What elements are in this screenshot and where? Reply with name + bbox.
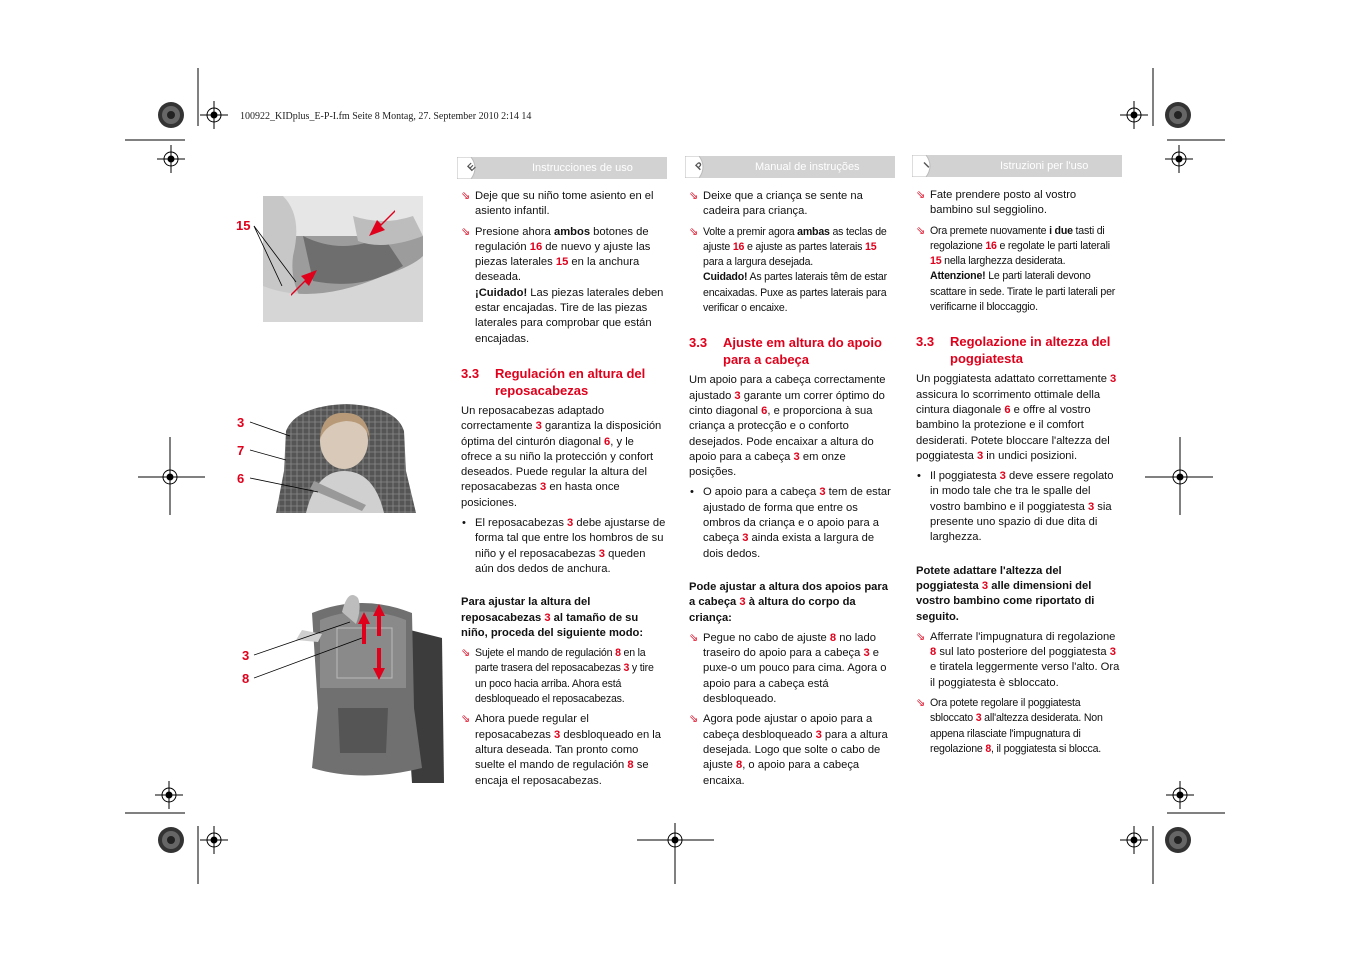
lang-bar-pt bbox=[689, 156, 895, 178]
step-item: ⇘ Ora potete regolare il poggiatesta sbloccato 3 all'altezza desiderata. Non appena rilasciate l'impugnatura di regolazione 8, il poggiatesta si blocca. bbox=[916, 697, 1103, 755]
column-italian bbox=[916, 188, 1122, 757]
step-item: ⇘ Pegue no cabo de ajuste 8 no lado traseiro do apoio para a cabeça 3 e puxe-o um pouco para cima. Agora o apoio para a cabeça está desbloqueado. bbox=[689, 631, 887, 706]
figure-label-8: 8 bbox=[242, 671, 250, 686]
figure-leader-lines-1 bbox=[252, 220, 312, 286]
figure-leader-lines-2 bbox=[248, 418, 328, 498]
arrow-icon: ⇘ bbox=[461, 190, 471, 202]
bullet-icon: • bbox=[462, 517, 466, 530]
column-spanish bbox=[461, 189, 667, 789]
figure-leader-lines-3 bbox=[252, 620, 372, 700]
arrow-icon: ⇘ bbox=[461, 647, 471, 660]
lang-code: E bbox=[465, 161, 479, 174]
arrow-icon: ⇘ bbox=[689, 713, 699, 726]
procedure-intro: Para ajustar la altura del reposacabezas 3 al tamaño de su niño, proceda del siguiente modo: bbox=[461, 596, 644, 639]
figure-label-3: 3 bbox=[237, 415, 245, 430]
instruction-item: ⇘ Volte a premir agora ambas as teclas de ajuste 16 e ajuste as partes laterais 15 para a largura desejada. bbox=[689, 225, 887, 269]
section-heading: 3.3 Regulación en altura del reposacabezas bbox=[461, 365, 646, 398]
section-intro: Un poggiatesta adattato correttamente 3 assicura lo scorrimento ottimale della cintura diagonale 6 e offre al vostro bambino la protezione e il comfort desiderati. Potete bloccare l'altezza del poggiatesta 3 in undici posizioni. bbox=[916, 373, 1117, 462]
step-item: ⇘ Agora pode ajustar o apoio para a cabeça desbloqueado 3 para a altura desejada. Logo que solte o cabo de ajuste 8, o apoio para a cabeça encaixa. bbox=[689, 713, 888, 787]
lang-bar-it bbox=[916, 155, 1122, 177]
bullet-icon: • bbox=[917, 470, 921, 483]
arrow-icon: ⇘ bbox=[689, 225, 699, 238]
file-header-line: 100922_KIDplus_E-P-I.fm Seite 8 Montag, 27. September 2010 2:14 14 bbox=[240, 111, 532, 122]
step-item: ⇘ Sujete el mando de regulación 8 en la parte trasera del reposacabezas 3 y tire un poco hacia arriba. Ahora está desbloqueado el reposacabezas. bbox=[461, 647, 654, 706]
arrow-icon: ⇘ bbox=[916, 189, 926, 201]
arrow-icon: ⇘ bbox=[916, 224, 926, 237]
bullet-item: • El reposacabezas 3 debe ajustarse de forma tal que entre los hombros de su niño y el reposacabezas 3 queden aún dos dedos de anchura. bbox=[462, 517, 666, 575]
arrow-icon: ⇘ bbox=[461, 225, 471, 238]
bullet-item: • Il poggiatesta 3 deve essere regolato in modo tale che tra le spalle del vostro bambino e il poggiatesta 3 sia presente uno spazio di due dita di larghezza. bbox=[917, 470, 1114, 544]
procedure-intro: Pode ajustar a altura dos apoios para a cabeça 3 à altura do corpo da criança: bbox=[689, 580, 888, 624]
bullet-icon: • bbox=[690, 486, 694, 499]
section-heading: 3.3 Ajuste em altura do apoio para a cabeça bbox=[689, 335, 882, 368]
instruction-item: ⇘ Presione ahora ambos botones de regulación 16 de nuevo y ajuste las piezas laterales 15 en la anchura deseada. bbox=[461, 225, 651, 284]
lang-bar-es bbox=[461, 157, 667, 179]
warning-paragraph: Attenzione! Le parti laterali devono scattare in sede. Tirate le parti laterali per verificarne il bloccaggio. bbox=[930, 270, 1116, 314]
arrow-icon: ⇘ bbox=[916, 697, 926, 710]
section-intro: Un reposacabezas adaptado correctamente 3 garantiza la disposición óptima del cinturón diagonal 6, y le ofrece a su niño la protección y confort deseados. Puede regular la altura del reposacabezas 3 en hasta once posiciones. bbox=[461, 404, 662, 509]
instruction-item: ⇘ Ora premete nuovamente i due tasti di regolazione 16 e regolate le parti laterali 15 nella larghezza desiderata. bbox=[916, 224, 1110, 268]
warning-paragraph: Cuidado! As partes laterais têm de estar encaixadas. Puxe as partes laterais para verificar o encaixe. bbox=[703, 271, 887, 315]
step-item: ⇘ Ahora puede regular el reposacabezas 3 desbloqueado en la altura deseada. Tan pronto como suelte el mando de regulación 8 se encaja el reposacabezas. bbox=[461, 713, 662, 787]
column-portuguese bbox=[689, 189, 895, 789]
lang-title: Manual de instruções bbox=[755, 161, 860, 173]
warning-paragraph: ¡Cuidado! Las piezas laterales deben estar encajadas. Tire de las piezas laterales para comprobar que están encajadas. bbox=[475, 286, 664, 345]
figure-label-15: 15 bbox=[236, 218, 251, 233]
procedure-intro: Potete adattare l'altezza del poggiatesta 3 alle dimensioni del vostro bambino come riportato di seguito. bbox=[916, 564, 1095, 623]
arrow-icon: ⇘ bbox=[689, 631, 699, 644]
instruction-item: ⇘ Deje que su niño tome asiento en el asiento infantil. bbox=[461, 190, 654, 218]
arrow-icon: ⇘ bbox=[461, 713, 471, 726]
instruction-item: ⇘ Fate prendere posto al vostro bambino sul seggiolino. bbox=[916, 189, 1077, 217]
lang-code: P bbox=[693, 160, 707, 173]
step-item: ⇘ Afferrate l'impugnatura di regolazione 8 sul lato posteriore del poggiatesta 3 e tiratela leggermente verso l'alto. Ora il poggiatesta è sbloccato. bbox=[916, 630, 1120, 689]
lang-code: I bbox=[922, 160, 932, 171]
figure-label-7: 7 bbox=[237, 443, 245, 458]
figure-label-3b: 3 bbox=[242, 648, 250, 663]
arrow-icon: ⇘ bbox=[916, 630, 926, 643]
figure-label-6: 6 bbox=[237, 471, 245, 486]
section-intro: Um apoio para a cabeça correctamente ajustado 3 garante um correr óptimo do cinto diagonal 6, e proporciona à sua criança a protecção e o conforto desejados. Pode encaixar a altura do apoio para a cabeça 3 em onze posições. bbox=[689, 374, 886, 479]
instruction-item: ⇘ Deixe que a criança se sente na cadeira para criança. bbox=[689, 190, 863, 218]
bullet-item: • O apoio para a cabeça 3 tem de estar ajustado de forma que entre os ombros da criança e o apoio para a cabeça 3 ainda exista a largura de dois dedos. bbox=[690, 486, 891, 560]
arrow-icon: ⇘ bbox=[689, 190, 699, 202]
lang-title: Istruzioni per l'uso bbox=[1000, 160, 1089, 172]
section-heading: 3.3 Regolazione in altezza del poggiatesta bbox=[916, 334, 1111, 367]
lang-title: Instrucciones de uso bbox=[532, 162, 633, 174]
